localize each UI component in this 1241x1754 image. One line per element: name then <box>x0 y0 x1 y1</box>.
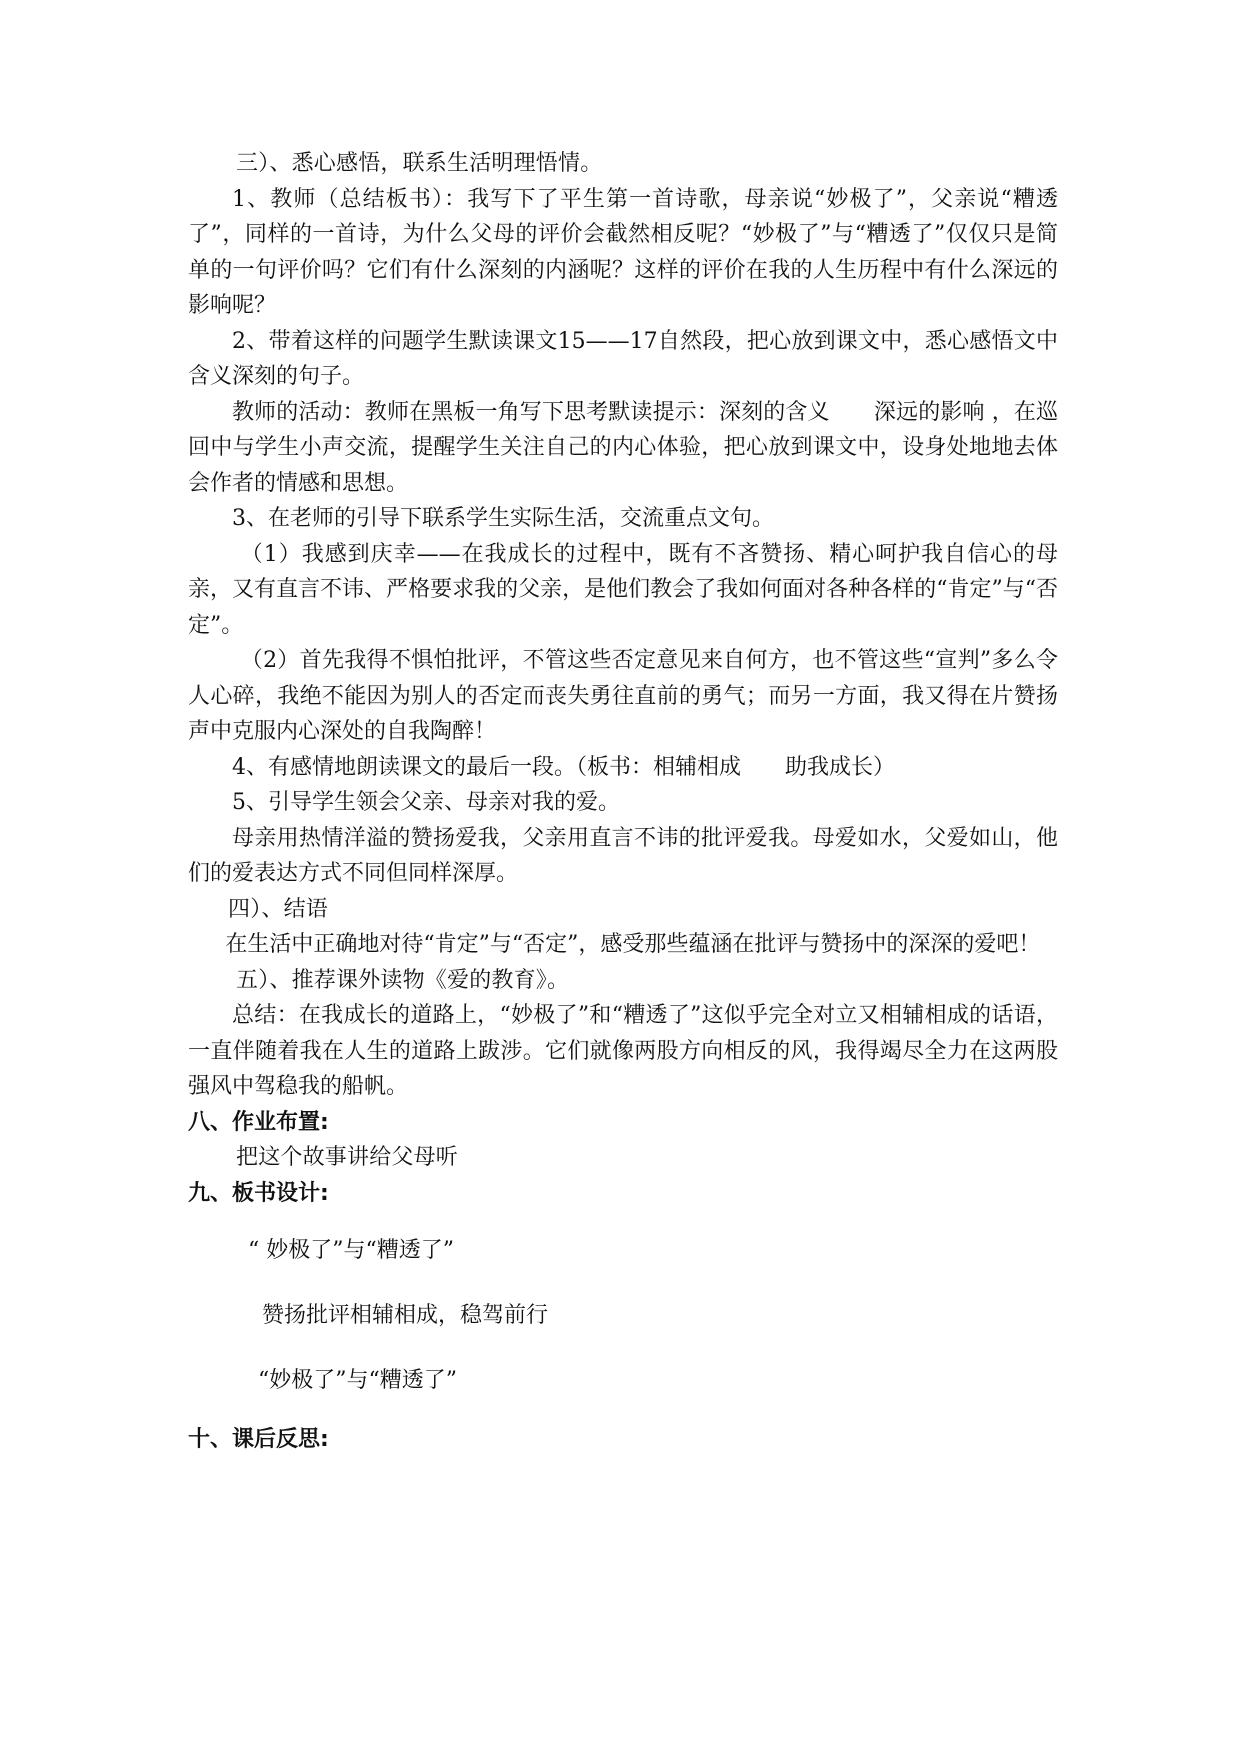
board-line-1: “ 妙极了”与“糟透了” <box>248 1238 454 1263</box>
section-3-item-1: 1、教师（总结板书）：我写下了平生第一首诗歌，母亲说“妙极了”，父亲说“糟透了”，同样的一首诗，为什么父母的评价会截然相反呢？“妙极了”与“糟透了”仅仅只是简单的一句评价吗？它们有什么深刻的内涵呢？这样的评价在我的人生历程中有什么深远的影响呢？ <box>188 186 1058 318</box>
section-3-item-2: 2、带着这样的问题学生默读课文15——17自然段，把心放到课文中，悉心感悟文中含义深刻的句子。 <box>188 328 1058 389</box>
section-3-title: 三）、悉心感悟，联系生活明理悟情。 <box>236 151 603 176</box>
key-point-2: （2）首先我得不惧怕批评，不管这些否定意见来自何方，也不管这些“宣判”多么令人心碎，我绝不能因为别人的否定而丧失勇往直前的勇气；而另一方面，我又得在片赞扬声中克服内心深处的自我陶醉！ <box>188 648 1058 744</box>
board-line-3: “妙极了”与“糟透了” <box>258 1368 457 1393</box>
board-line-2: 赞扬批评相辅相成，稳驾前行 <box>262 1303 549 1328</box>
section-5-summary: 总结：在我成长的道路上，“妙极了”和“糟透了”这似乎完全对立又相辅相成的话语，一直伴随着我在人生的道路上跋涉。它们就像两股方向相反的风，我得竭尽全力在这两股强风中驾稳我的船帆。 <box>188 1003 1058 1099</box>
section-4-text: 在生活中正确地对待“肯定”与“否定”，感受那些蕴涵在批评与赞扬中的深深的爱吧！ <box>225 932 1041 957</box>
board-design-heading: 九、板书设计: <box>188 1180 329 1206</box>
reflection-heading: 十、课后反思: <box>188 1427 329 1452</box>
homework-heading: 八、作业布置: <box>188 1109 329 1135</box>
parents-love-text: 母亲用热情洋溢的赞扬爱我，父亲用直言不讳的批评爱我。母爱如水，父爱如山，他们的爱表达方式不同但同样深厚。 <box>188 825 1058 886</box>
section-3-item-4: 4、有感情地朗读课文的最后一段。（板书：相辅相成 助我成长） <box>232 754 895 780</box>
section-5-title: 五）、推荐课外读物《爱的教育》。 <box>236 967 570 993</box>
section-3-item-3: 3、在老师的引导下联系学生实际生活，交流重点文句。 <box>232 506 774 531</box>
lesson-plan-content <box>188 146 1058 1458</box>
key-point-1: （1）我感到庆幸——在我成长的过程中，既有不吝赞扬、精心呵护我自信心的母亲，又有直言不讳、严格要求我的父亲，是他们教会了我如何面对各种各样的“肯定”与“否定”。 <box>188 541 1058 638</box>
teacher-activity: 教师的活动：教师在黑板一角写下思考默读提示：深刻的含义 深远的影响 ，在巡回中与学生小声交流，提醒学生关注自己的内心体验，把心放到课文中，设身处地地去体会作者的情感和思想。 <box>188 399 1058 496</box>
homework-text: 把这个故事讲给父母听 <box>236 1145 459 1170</box>
section-3-item-5: 5、引导学生领会父亲、母亲对我的爱。 <box>232 790 620 815</box>
section-4-title: 四）、结语 <box>228 896 329 922</box>
